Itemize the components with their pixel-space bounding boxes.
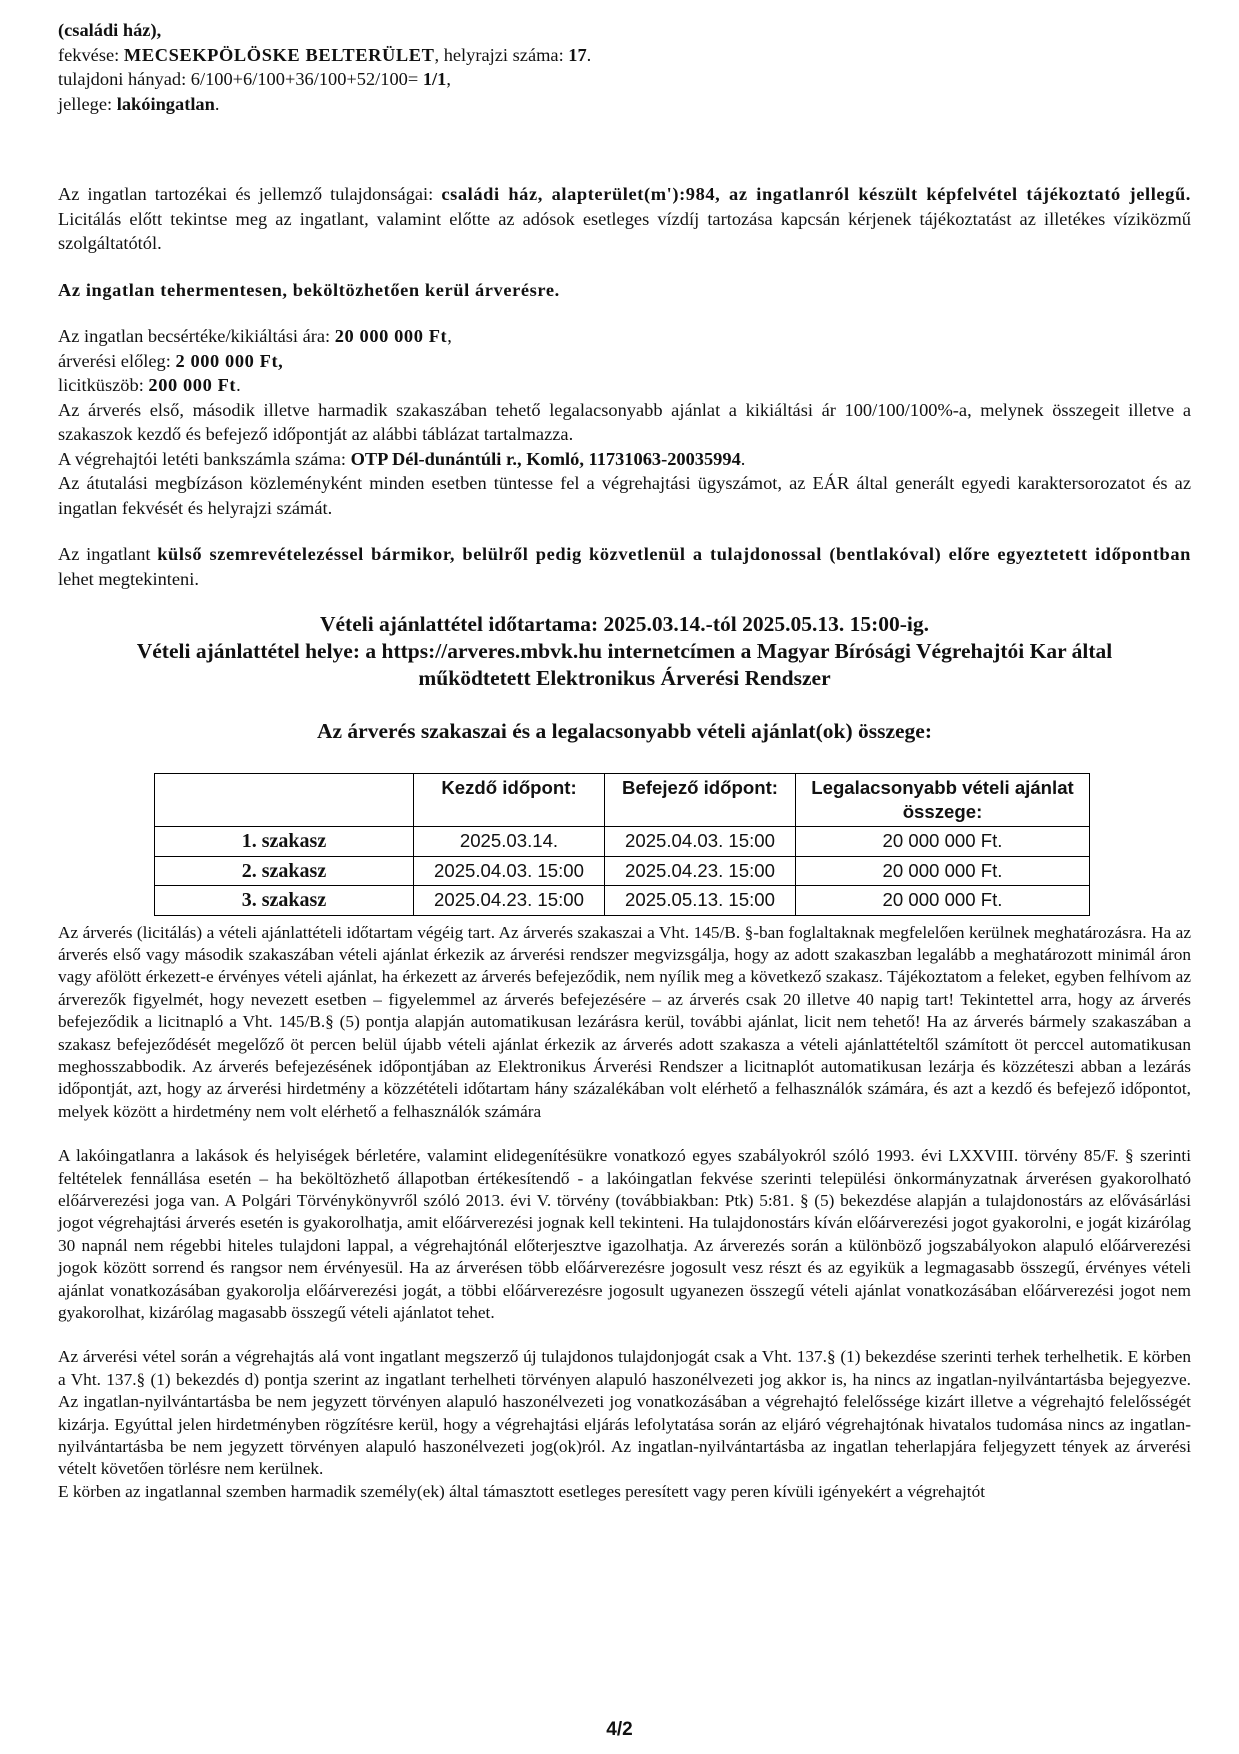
features-value: családi ház, alapterület(m'):984, az ingatlanról készült képfelvétel tájékoztató jellegű.	[441, 184, 1191, 204]
page-number: 4/2	[606, 1719, 633, 1740]
type-label: jellege:	[58, 93, 117, 114]
offer-block	[58, 611, 1191, 692]
type-value: lakóingatlan	[116, 93, 215, 114]
property-kind: (családi ház),	[58, 20, 162, 40]
offer-place-line2: működtetett Elektronikus Árverési Rendszer	[418, 666, 831, 690]
deposit-value: 2 000 000 Ft,	[175, 350, 284, 371]
bank-line: A végrehajtói letéti bankszámla száma: OTP Dél-dunántúli r., Komló, 11731063-20035994.	[58, 448, 746, 469]
deposit-label: árverési előleg:	[58, 350, 176, 371]
valuation-line: Az ingatlan becsértéke/kikiáltási ára: 20 000 000 Ft,	[58, 326, 452, 346]
third-party-paragraph: E körben az ingatlannal szemben harmadik személy(ek) által támasztott esetleges peresített vagy peren kívüli igényekért a végrehajtót	[58, 1481, 986, 1501]
inspection-value: külső szemrevételezéssel bármikor, belülről pedig közvetlenül a tulajdonossal (bentlakóval) előre egyeztetett időpontban	[157, 544, 1191, 564]
stage-name: 2. szakasz	[155, 856, 414, 886]
encumbrances-paragraph: Az árverési vétel során a végrehajtás alá vont ingatlant megszerző új tulajdonos tulajdonjogát csak a Vht. 137.§ (1) bekezdése szerinti terhek terhelhetik. E körben a Vht. 137.§ (1) bekezdés d) pontja szerint az ingatlant terhelheti törvényen alapuló haszonélvezeti jog akkor is, ha nincs az ingatlan-nyilvántartásba bejegyezve. Az ingatlan-nyilvántartásba be nem jegyzett törvényen alapuló haszonélvezeti jog vonatkozásában a végrehajtó felelőssége kizárt illetve a végrehajtó felelősségét kizárja. Egyúttal jelen hirdetményben rögzítésre kerül, hogy a végrehajtási eljárás lefolytatása során az eljáró végrehajtónak hivatalos tudomása nincs az ingatlan-nyilvántartásba be nem jegyzett törvényen alapuló haszonélvezeti jog(ok)ról. Az ingatlan-nyilvántartásba az ingatlan teherlapjára feljegyzett tények az árverési vételt követően törlésre nem kerülnek.	[58, 1347, 1191, 1479]
table-row	[155, 827, 1090, 857]
inspection-lead: Az ingatlant	[58, 544, 158, 564]
step-value: 200 000 Ft	[148, 375, 237, 395]
location-value: MECSEKPÖLÖSKE BELTERÜLET	[123, 44, 435, 65]
stage-end: 2025.04.23. 15:00	[605, 856, 796, 886]
table-header-end: Befejező időpont:	[605, 774, 796, 827]
stage-min-offer: 20 000 000 Ft.	[796, 886, 1090, 916]
stage-end: 2025.05.13. 15:00	[605, 886, 796, 916]
document-page	[58, 18, 1191, 1503]
location-label: fekvése:	[58, 44, 124, 65]
transfer-text: Az átutalási megbízáson közleményként minden esetben tüntesse fel a végrehajtási ügyszámot, az EÁR által generált egyedi karaktersorozatot és az ingatlan fekvését és helyrajzi számát.	[58, 473, 1191, 518]
min-offer-text: Az árverés első, második illetve harmadik szakaszában tehető legalacsonyabb ajánlat a kikiáltási ár 100/100/100%-a, melynek összegeit illetve a szakaszok kezdő és befejező időpontját az alábbi táblázat tartalmazza.	[58, 399, 1191, 444]
table-header-row	[155, 774, 1090, 827]
stage-start: 2025.04.03. 15:00	[414, 856, 605, 886]
inspection-paragraph	[58, 542, 1191, 591]
ownership-line: tulajdoni hányad: 6/100+6/100+36/100+52/100= 1/1,	[58, 69, 451, 89]
parcel-value: 17	[568, 44, 587, 65]
offer-period: Vételi ajánlattétel időtartama: 2025.03.14.-tól 2025.05.13. 15:00-ig.	[319, 612, 930, 636]
table-header-empty	[155, 774, 414, 827]
features-label: Az ingatlan tartozékai és jellemző tulajdonságai:	[58, 184, 442, 204]
table-header-start: Kezdő időpont:	[414, 774, 605, 827]
stage-name: 3. szakasz	[155, 886, 414, 916]
stage-end: 2025.04.03. 15:00	[605, 827, 796, 857]
step-label: licitküszöb:	[58, 375, 149, 395]
valuation-value: 20 000 000 Ft	[334, 326, 448, 346]
stage-start: 2025.03.14.	[414, 827, 605, 857]
ownership-value: 1/1	[422, 69, 447, 89]
encumbrance-statement: Az ingatlan tehermentesen, beköltözhetően kerül árverésre.	[58, 279, 560, 300]
stage-name: 1. szakasz	[155, 827, 414, 857]
bank-value: OTP Dél-dunántúli r., Komló, 11731063-20035994	[350, 448, 741, 469]
inspection-tail: lehet megtekinteni.	[58, 568, 199, 589]
ownership-label: tulajdoni hányad: 6/100+6/100+36/100+52/100=	[58, 69, 423, 89]
features-paragraph	[58, 182, 1191, 256]
step-line: licitküszöb: 200 000 Ft.	[58, 375, 241, 395]
table-row	[155, 856, 1090, 886]
auction-rules-paragraph: Az árverés (licitálás) a vételi ajánlattételi időtartam végéig tart. Az árverés szakaszai a Vht. 145/B. §-ban foglaltaknak megfelelően kerülnek meghatározásra. Ha az árverés első vagy második szakaszában vételi ajánlat érkezik az árverési rendszer megvizsgálja, hogy az adott szakaszban legalább a meghatározott minimál áron vagy afölött érkezett-e érvényes vételi ajánlat, ha érkezett az árverés befejeződik, nem nyílik meg a következő szakasz. Tájékoztatom a feleket, egyben felhívom az árverezők figyelmét, hogy nevezett esetben – figyelemmel az árverés befejezésére – az árverés csak 20 illetve 40 napig tart! Tekintettel arra, hogy az árverés befejeződik a licitnapló a Vht. 145/B.§ (5) pontja alapján automatikusan lezárásra kerül, további ajánlat, licit nem tehető! Ha az árverés bármely szakaszában a szakasz befejeződését megelőző öt percen belül újabb vételi ajánlat érkezik az árverés adott szakasza a vételi ajánlattételtől számított öt perccel automatikusan meghosszabbodik. Az árverés befejezésének időpontjában az Elektronikus Árverési Rendszer a licitnaplót automatikusan lezárja és közzéteszi abban a lezárás időpontját, azt, hogy az árverési hirdetmény a közzétételi időtartam hány százalékában volt elérhető a felhasználók számára, és azt a kezdő és befejező időpontot, melyek között a hirdetmény nem volt elérhető a felhasználók számára	[58, 922, 1191, 1121]
stage-min-offer: 20 000 000 Ft.	[796, 827, 1090, 857]
stage-start: 2025.04.23. 15:00	[414, 886, 605, 916]
preemption-paragraph: A lakóingatlanra a lakások és helyiségek bérletére, valamint elidegenítésükre vonatkozó egyes szabályokról szóló 1993. évi LXXVIII. törvény 85/F. § szerinti feltételek fennállása esetén – ha beköltözhető állapotban értékesítendő - a lakóingatlan fekvése szerinti települési önkormányzatnak árverésen gyakorolható előárverezési joga van. A Polgári Törvénykönyvről szóló 2013. évi V. törvény (továbbiakban: Ptk) 5:81. § (5) bekezdése alapján a tulajdonostárs az elővásárlási jogot végrehajtási árverés esetén is gyakorolhatja, amit előárverezési jognak kell tekinteni. Ha tulajdonostárs kíván előárverezési jogot gyakorolni, e jogát kizárólag 30 napnál nem régebbi hiteles tulajdoni lappal, a végrehajtónál előterjesztve igazolhatja. Az árverezés során a különböző jogszabályokon alapuló előárverezési jogok között sorrend és rangsor nem érvényesül. Ha az árverésen több előárverezésre jogosult vesz részt és az egyikük a legmagasabb összegű, érvényes vételi ajánlat vonatkozásában gyakorolja előárverezési jogát, a többi előárverezésre jogosult ugyanezen összegű vételi ajánlat vonatkozásában előárverezési jogot nem gyakorolhat, kizárólag magasabb összegű vételi ajánlatot tehet.	[58, 1146, 1191, 1322]
deposit-line	[58, 349, 1191, 374]
offer-place-line1: Vételi ajánlattétel helye: a https://arveres.mbvk.hu internetcímen a Magyar Bírósági Végrehajtói Kar által	[136, 639, 1113, 663]
table-header-min-offer: Legalacsonyabb vételi ajánlat összege:	[796, 774, 1090, 827]
table-row	[155, 886, 1090, 916]
stage-min-offer: 20 000 000 Ft.	[796, 856, 1090, 886]
location-line: fekvése: MECSEKPÖLÖSKE BELTERÜLET, helyrajzi száma: 17.	[58, 44, 592, 65]
valuation-label: Az ingatlan becsértéke/kikiáltási ára:	[58, 326, 335, 346]
table-title: Az árverés szakaszai és a legalacsonyabb vételi ajánlat(ok) összege:	[316, 719, 933, 743]
type-line: jellege: lakóingatlan.	[58, 93, 220, 114]
bank-label: A végrehajtói letéti bankszámla száma:	[58, 448, 351, 469]
features-rest: Licitálás előtt tekintse meg az ingatlant, valamint előtte az adósok esetleges vízdíj tartozása kapcsán kérjenek tájékoztatást az illetékes víziközmű szolgáltatótól.	[58, 208, 1191, 253]
auction-stages-table	[154, 773, 1090, 916]
parcel-label: , helyrajzi száma:	[434, 44, 569, 65]
